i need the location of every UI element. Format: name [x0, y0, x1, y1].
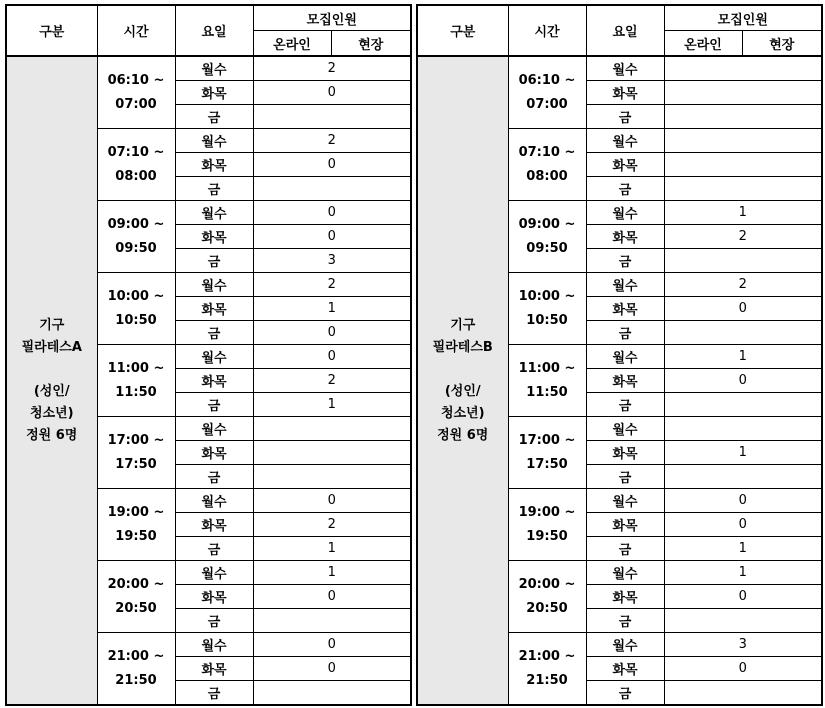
recruit-count-cell — [664, 249, 822, 273]
day-cell: 월수 — [175, 129, 253, 153]
day-cell: 월수 — [586, 489, 664, 513]
recruit-count-cell: 3 — [664, 633, 822, 657]
header-category: 구분 — [417, 5, 508, 56]
day-cell: 화목 — [175, 585, 253, 609]
category-line: 기구 — [39, 317, 65, 333]
recruit-count-cell — [253, 609, 411, 633]
time-start: 17:00 ~ — [518, 432, 576, 448]
day-cell: 화목 — [586, 585, 664, 609]
time-slot-cell — [97, 489, 175, 561]
recruit-count-cell: 0 — [253, 225, 411, 249]
time-end: 17:50 — [526, 456, 568, 472]
category-line: 기구 — [450, 317, 476, 333]
header-recruit: 모집인원 — [253, 5, 411, 31]
day-cell: 월수 — [175, 417, 253, 441]
day-cell: 화목 — [175, 657, 253, 681]
recruit-count-cell — [664, 321, 822, 345]
time-slot-cell — [97, 129, 175, 201]
time-start: 10:00 ~ — [107, 288, 165, 304]
day-cell: 화목 — [175, 225, 253, 249]
time-end: 07:00 — [115, 96, 157, 112]
recruit-count-cell — [664, 153, 822, 177]
header-time: 시간 — [97, 5, 175, 56]
time-end: 19:50 — [526, 528, 568, 544]
time-slot-cell — [508, 489, 586, 561]
time-end: 08:00 — [526, 168, 568, 184]
recruit-count-cell — [253, 681, 411, 706]
time-end: 17:50 — [115, 456, 157, 472]
recruit-count-cell: 2 — [253, 513, 411, 537]
recruit-count-cell: 2 — [253, 273, 411, 297]
time-slot-cell — [97, 633, 175, 706]
time-slot-cell — [508, 273, 586, 345]
recruit-count-cell: 2 — [253, 129, 411, 153]
time-end: 20:50 — [115, 600, 157, 616]
time-end: 19:50 — [115, 528, 157, 544]
time-end: 10:50 — [115, 312, 157, 328]
time-slot-cell — [508, 633, 586, 706]
recruit-count-cell: 0 — [253, 633, 411, 657]
day-cell: 금 — [175, 393, 253, 417]
time-start: 11:00 ~ — [107, 360, 165, 376]
day-cell: 월수 — [175, 561, 253, 585]
time-slot-cell — [508, 56, 586, 129]
day-cell: 월수 — [175, 345, 253, 369]
day-cell: 월수 — [586, 56, 664, 81]
recruit-count-cell — [253, 441, 411, 465]
category-line: (성인/ — [33, 383, 70, 399]
day-cell: 화목 — [586, 657, 664, 681]
time-slot-cell — [97, 417, 175, 489]
recruit-count-cell — [664, 393, 822, 417]
recruit-count-cell: 0 — [253, 321, 411, 345]
recruit-count-cell: 1 — [664, 561, 822, 585]
day-cell: 금 — [586, 105, 664, 129]
schedule-table-a — [5, 4, 412, 706]
recruit-count-cell: 1 — [664, 201, 822, 225]
time-end: 09:50 — [526, 240, 568, 256]
recruit-count-cell — [664, 56, 822, 81]
time-end: 09:50 — [115, 240, 157, 256]
time-slot-cell — [97, 56, 175, 129]
time-start: 06:10 ~ — [518, 72, 576, 88]
day-cell: 화목 — [586, 369, 664, 393]
category-line: 필라테스A — [21, 339, 82, 355]
header-online: 온라인 — [253, 31, 331, 57]
time-slot-cell — [97, 273, 175, 345]
time-start: 09:00 ~ — [518, 216, 576, 232]
recruit-count-cell: 0 — [664, 513, 822, 537]
day-cell: 화목 — [175, 441, 253, 465]
day-cell: 월수 — [175, 56, 253, 81]
recruit-count-cell: 0 — [253, 489, 411, 513]
recruit-count-cell: 0 — [664, 369, 822, 393]
time-start: 07:10 ~ — [518, 144, 576, 160]
header-online: 온라인 — [664, 31, 742, 57]
header-time: 시간 — [508, 5, 586, 56]
recruit-count-cell: 2 — [253, 369, 411, 393]
time-end: 20:50 — [526, 600, 568, 616]
recruit-count-cell: 0 — [253, 153, 411, 177]
category-line: 청소년) — [440, 405, 485, 421]
day-cell: 금 — [175, 321, 253, 345]
day-cell: 금 — [586, 321, 664, 345]
recruit-count-cell: 0 — [253, 345, 411, 369]
category-line — [7, 359, 97, 381]
day-cell: 금 — [175, 609, 253, 633]
day-cell: 화목 — [586, 297, 664, 321]
time-start: 17:00 ~ — [107, 432, 165, 448]
day-cell: 화목 — [586, 441, 664, 465]
recruit-count-cell: 1 — [253, 297, 411, 321]
recruit-count-cell: 0 — [253, 81, 411, 105]
day-cell: 금 — [586, 681, 664, 706]
time-slot-cell — [97, 201, 175, 273]
recruit-count-cell: 1 — [664, 345, 822, 369]
day-cell: 화목 — [586, 81, 664, 105]
time-slot-cell — [97, 561, 175, 633]
day-cell: 월수 — [586, 417, 664, 441]
header-onsite: 현장 — [742, 31, 822, 57]
day-cell: 월수 — [586, 201, 664, 225]
recruit-count-cell: 2 — [664, 225, 822, 249]
recruit-count-cell — [664, 417, 822, 441]
day-cell: 금 — [586, 249, 664, 273]
recruit-count-cell: 0 — [664, 585, 822, 609]
time-start: 19:00 ~ — [107, 504, 165, 520]
day-cell: 화목 — [175, 153, 253, 177]
time-end: 08:00 — [115, 168, 157, 184]
category-line: 정원 6명 — [26, 427, 78, 443]
time-end: 11:50 — [115, 384, 157, 400]
table-row — [6, 56, 411, 81]
day-cell: 월수 — [586, 345, 664, 369]
recruit-count-cell: 2 — [664, 273, 822, 297]
table-row — [417, 56, 822, 81]
day-cell: 화목 — [586, 513, 664, 537]
recruit-count-cell — [664, 81, 822, 105]
day-cell: 화목 — [175, 81, 253, 105]
time-slot-cell — [508, 417, 586, 489]
time-end: 10:50 — [526, 312, 568, 328]
recruit-count-cell: 0 — [253, 201, 411, 225]
recruit-count-cell — [664, 681, 822, 706]
day-cell: 금 — [175, 537, 253, 561]
time-start: 11:00 ~ — [518, 360, 576, 376]
day-cell: 금 — [175, 105, 253, 129]
day-cell: 금 — [586, 177, 664, 201]
recruit-count-cell: 3 — [253, 249, 411, 273]
time-start: 19:00 ~ — [518, 504, 576, 520]
day-cell: 금 — [175, 177, 253, 201]
recruit-count-cell: 1 — [664, 537, 822, 561]
recruit-count-cell: 0 — [253, 585, 411, 609]
day-cell: 화목 — [175, 513, 253, 537]
recruit-count-cell — [253, 465, 411, 489]
day-cell: 금 — [586, 465, 664, 489]
recruit-count-cell: 0 — [664, 297, 822, 321]
header-onsite: 현장 — [331, 31, 411, 57]
day-cell: 월수 — [586, 273, 664, 297]
day-cell: 금 — [175, 465, 253, 489]
time-slot-cell — [508, 345, 586, 417]
recruit-count-cell: 0 — [664, 489, 822, 513]
header-category: 구분 — [6, 5, 97, 56]
header-day: 요일 — [586, 5, 664, 56]
category-line: 필라테스B — [432, 339, 493, 355]
recruit-count-cell: 1 — [664, 441, 822, 465]
recruit-count-cell — [253, 417, 411, 441]
day-cell: 금 — [586, 537, 664, 561]
category-line — [418, 359, 508, 381]
day-cell: 화목 — [586, 225, 664, 249]
day-cell: 금 — [586, 393, 664, 417]
recruit-count-cell: 0 — [664, 657, 822, 681]
recruit-count-cell: 1 — [253, 561, 411, 585]
day-cell: 금 — [175, 249, 253, 273]
time-start: 20:00 ~ — [518, 576, 576, 592]
header-recruit: 모집인원 — [664, 5, 822, 31]
time-end: 11:50 — [526, 384, 568, 400]
day-cell: 월수 — [175, 633, 253, 657]
recruit-count-cell — [253, 177, 411, 201]
header-day: 요일 — [175, 5, 253, 56]
day-cell: 화목 — [586, 153, 664, 177]
schedule-table-b — [416, 4, 823, 706]
day-cell: 월수 — [586, 129, 664, 153]
time-slot-cell — [508, 129, 586, 201]
day-cell: 화목 — [175, 297, 253, 321]
time-end: 21:50 — [526, 672, 568, 688]
recruit-count-cell — [664, 129, 822, 153]
day-cell: 월수 — [175, 201, 253, 225]
time-start: 10:00 ~ — [518, 288, 576, 304]
recruit-count-cell — [664, 609, 822, 633]
day-cell: 월수 — [175, 489, 253, 513]
recruit-count-cell — [664, 105, 822, 129]
day-cell: 금 — [586, 609, 664, 633]
time-start: 06:10 ~ — [107, 72, 165, 88]
time-slot-cell — [508, 201, 586, 273]
recruit-count-cell — [253, 105, 411, 129]
day-cell: 월수 — [586, 561, 664, 585]
day-cell: 화목 — [175, 369, 253, 393]
day-cell: 금 — [175, 681, 253, 706]
time-start: 21:00 ~ — [518, 648, 576, 664]
recruit-count-cell: 0 — [253, 657, 411, 681]
time-end: 21:50 — [115, 672, 157, 688]
category-line: 정원 6명 — [437, 427, 489, 443]
recruit-count-cell — [664, 465, 822, 489]
category-line: (성인/ — [444, 383, 481, 399]
time-start: 21:00 ~ — [107, 648, 165, 664]
day-cell: 월수 — [175, 273, 253, 297]
recruit-count-cell: 1 — [253, 393, 411, 417]
time-start: 09:00 ~ — [107, 216, 165, 232]
time-start: 07:10 ~ — [107, 144, 165, 160]
day-cell: 월수 — [586, 633, 664, 657]
time-end: 07:00 — [526, 96, 568, 112]
time-start: 20:00 ~ — [107, 576, 165, 592]
time-slot-cell — [97, 345, 175, 417]
recruit-count-cell — [664, 177, 822, 201]
category-cell — [417, 56, 508, 705]
category-line: 청소년) — [29, 405, 74, 421]
category-cell — [6, 56, 97, 705]
time-slot-cell — [508, 561, 586, 633]
recruit-count-cell: 1 — [253, 537, 411, 561]
recruit-count-cell: 2 — [253, 56, 411, 81]
